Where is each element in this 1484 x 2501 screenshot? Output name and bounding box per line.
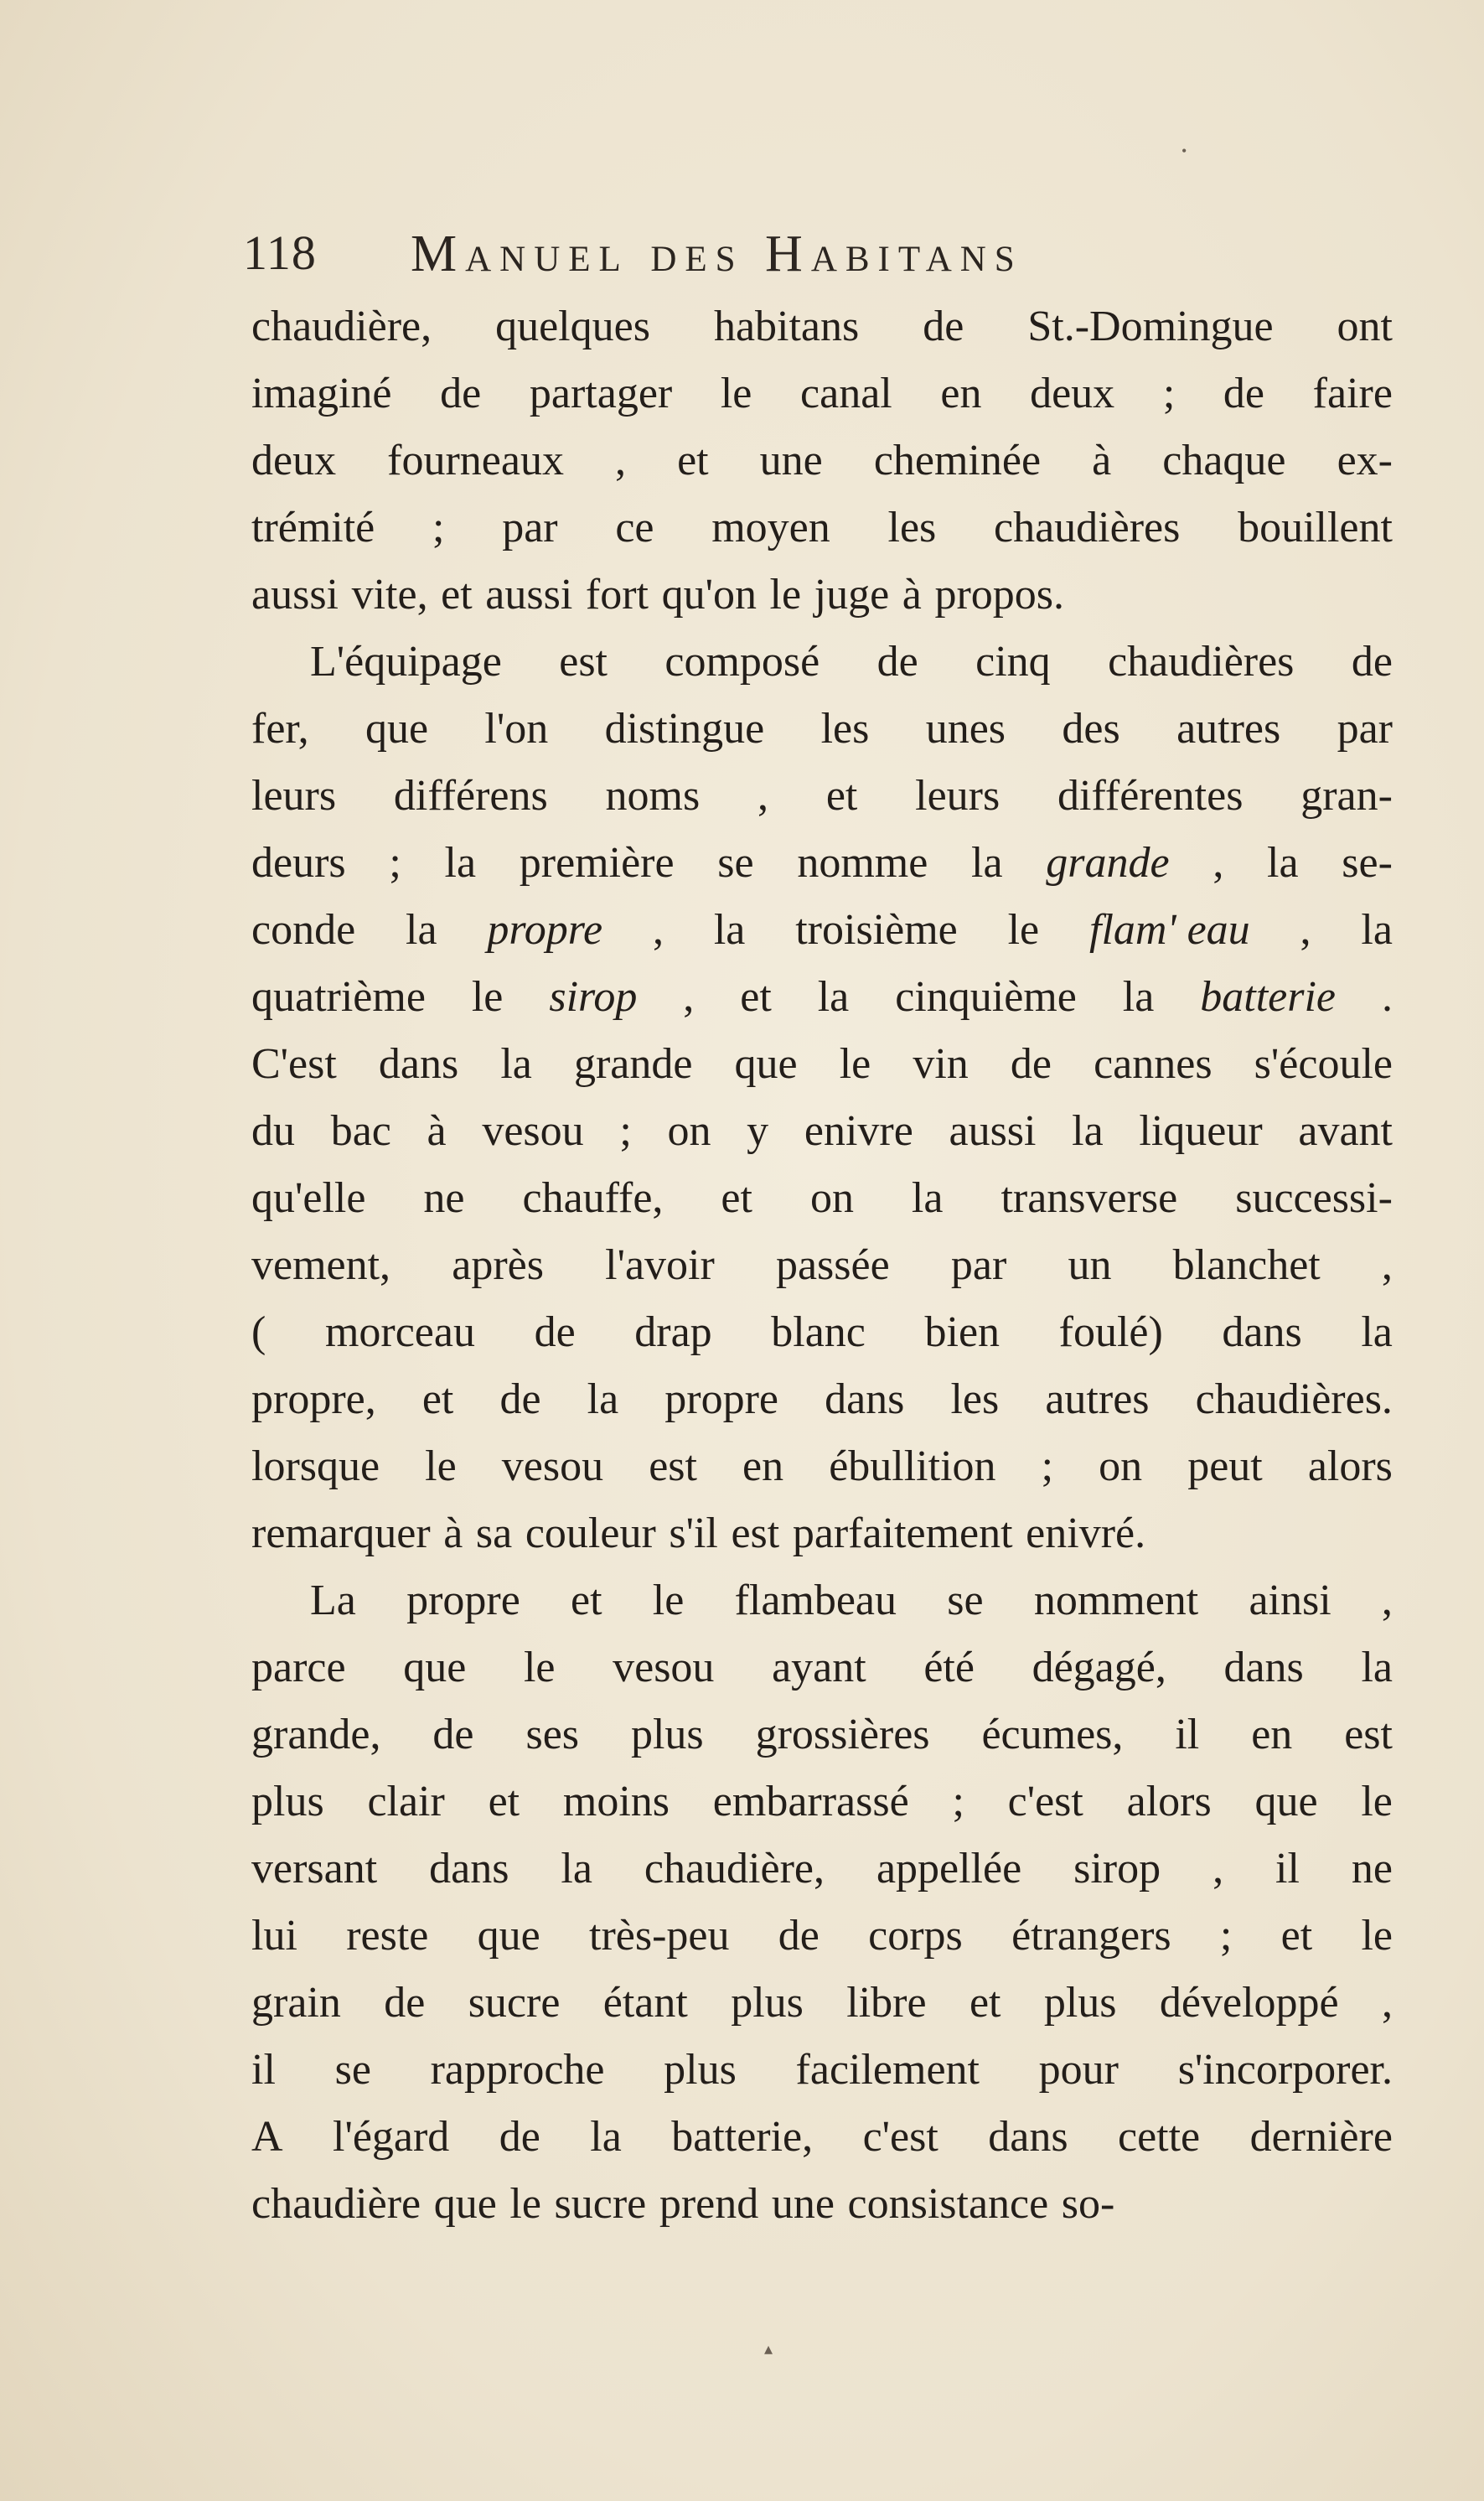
word: fort xyxy=(585,571,649,619)
word: après xyxy=(452,1241,544,1289)
word: à xyxy=(1092,437,1112,484)
word: avant xyxy=(1298,1107,1393,1155)
word: la xyxy=(500,1040,532,1088)
word: ont xyxy=(1337,303,1393,350)
word: s'il xyxy=(669,1509,718,1557)
word: quatrième xyxy=(251,973,426,1021)
word: chaudières. xyxy=(1195,1375,1393,1423)
word: très-peu xyxy=(589,1912,730,1960)
word: lorsque xyxy=(251,1442,380,1490)
word: leurs xyxy=(251,772,337,820)
word: foulé) xyxy=(1058,1308,1163,1356)
word: écumes, xyxy=(981,1711,1124,1758)
word: que xyxy=(433,2180,497,2228)
word: dans xyxy=(429,1845,509,1893)
text-line xyxy=(251,1232,1393,1299)
word: transverse xyxy=(1001,1174,1178,1222)
word: grain xyxy=(251,1979,341,2027)
word: enivré. xyxy=(1026,1509,1146,1557)
word: ; xyxy=(1041,1442,1054,1490)
word: ne xyxy=(423,1174,465,1222)
word: la xyxy=(971,839,1003,887)
word: lui xyxy=(251,1912,297,1960)
word: la xyxy=(817,973,850,1021)
word: . xyxy=(1381,973,1393,1021)
text-line xyxy=(251,1098,1393,1165)
word: chaudière, xyxy=(251,303,432,350)
text-line xyxy=(251,427,1393,495)
word: chaque xyxy=(1162,437,1286,484)
word: aussi xyxy=(949,1107,1037,1155)
word: partager xyxy=(529,370,673,417)
word: qu'on xyxy=(661,571,757,619)
word: remarquer xyxy=(251,1509,431,1557)
word: corps xyxy=(868,1912,963,1960)
word: plus xyxy=(664,2046,737,2094)
word: en xyxy=(1251,1711,1293,1758)
ink-speck: • xyxy=(1182,142,1187,159)
word: et xyxy=(969,1979,1001,2027)
word: grande, xyxy=(251,1711,381,1758)
word: étant xyxy=(602,1979,688,2027)
word: , xyxy=(1381,1241,1393,1289)
text-line xyxy=(251,1366,1393,1433)
word: enivre xyxy=(804,1107,913,1155)
word: que xyxy=(365,705,429,753)
italic-term: sirop xyxy=(549,973,638,1021)
word: de xyxy=(534,1308,576,1356)
word: le xyxy=(1361,1912,1393,1960)
word: se xyxy=(717,839,754,887)
word: de xyxy=(778,1912,820,1960)
text-line xyxy=(251,1701,1393,1768)
word: on xyxy=(1099,1442,1143,1490)
word: cannes xyxy=(1094,1040,1213,1088)
word: bien xyxy=(924,1308,1001,1356)
text-line xyxy=(251,1433,1393,1500)
word: et xyxy=(740,973,772,1021)
word: le xyxy=(839,1040,871,1088)
running-title: Manuel des Habitans xyxy=(411,225,1023,282)
word: fer, xyxy=(251,705,309,753)
word: différentes xyxy=(1057,772,1244,820)
italic-term: propre xyxy=(487,906,603,954)
word: faire xyxy=(1312,370,1393,417)
word: sucre xyxy=(468,1979,561,2027)
page-number: 118 xyxy=(243,225,317,280)
word: première xyxy=(519,839,675,887)
word: des xyxy=(1062,705,1120,753)
word: chaudière xyxy=(251,2180,421,2228)
word: cette xyxy=(1118,2113,1201,2161)
word: rapproche xyxy=(430,2046,605,2094)
word: ce xyxy=(615,504,654,551)
text-line xyxy=(251,1836,1393,1903)
word: le xyxy=(509,2180,541,2228)
word: nomment xyxy=(1033,1577,1199,1624)
word: versant xyxy=(251,1845,378,1893)
word: est xyxy=(1344,1711,1393,1758)
word: deux xyxy=(251,437,337,484)
word: que xyxy=(403,1644,467,1691)
word: so- xyxy=(1061,2180,1115,2228)
word: la xyxy=(406,906,437,954)
word: ; xyxy=(389,839,401,887)
word: dernière xyxy=(1249,2113,1393,2161)
word: ; xyxy=(1162,370,1176,417)
ink-speck: ▴ xyxy=(764,2340,773,2359)
word: ; xyxy=(619,1107,632,1155)
text-line xyxy=(251,1567,1393,1634)
word: la xyxy=(1267,839,1299,887)
word: propos. xyxy=(934,571,1065,619)
word: de xyxy=(499,2113,540,2161)
word: nomme xyxy=(797,839,928,887)
word: , xyxy=(1300,906,1311,954)
word: plus xyxy=(1043,1979,1117,2027)
word: la xyxy=(444,839,477,887)
word: se xyxy=(334,2046,371,2094)
word: cheminée xyxy=(873,437,1042,484)
body-text xyxy=(251,293,1393,2238)
word: il xyxy=(1275,1845,1300,1893)
word: peut xyxy=(1187,1442,1263,1490)
word: la xyxy=(1072,1107,1104,1155)
word: drap xyxy=(634,1308,712,1356)
word: juge xyxy=(814,571,890,619)
word: et xyxy=(721,1174,752,1222)
word: les xyxy=(887,504,937,551)
word: propre, xyxy=(251,1375,376,1423)
word: gran- xyxy=(1300,772,1393,820)
word: , xyxy=(1213,839,1224,887)
word: parce xyxy=(251,1644,346,1691)
word: unes xyxy=(925,705,1006,753)
word: dans xyxy=(1223,1644,1304,1691)
word: libre xyxy=(846,1979,927,2027)
word: composé xyxy=(664,638,820,686)
word: , xyxy=(758,772,769,820)
word: dans xyxy=(1222,1308,1302,1356)
word: blanc xyxy=(771,1308,866,1356)
word: dans xyxy=(825,1375,905,1423)
word: la xyxy=(1122,973,1155,1021)
word: dans xyxy=(378,1040,459,1088)
word: grande xyxy=(573,1040,693,1088)
word: du xyxy=(251,1107,295,1155)
word: dégagé, xyxy=(1032,1644,1166,1691)
word: St.-Domingue xyxy=(1027,303,1274,350)
word: ainsi xyxy=(1249,1577,1331,1624)
word: la xyxy=(1361,906,1393,954)
word: le xyxy=(652,1577,685,1624)
text-line xyxy=(251,1768,1393,1836)
word: distingue xyxy=(604,705,765,753)
word: l'on xyxy=(484,705,549,753)
text-line xyxy=(251,1500,1393,1567)
word: que xyxy=(1254,1778,1318,1825)
word: il xyxy=(1175,1711,1200,1758)
word: que xyxy=(477,1912,540,1960)
word: La xyxy=(310,1577,356,1624)
word: facilement xyxy=(795,2046,980,2094)
word: à xyxy=(443,1509,463,1557)
word: ex- xyxy=(1337,437,1393,484)
text-line xyxy=(251,2037,1393,2104)
word: ; xyxy=(432,504,445,551)
word: les xyxy=(950,1375,1000,1423)
word: et xyxy=(677,437,709,484)
text-line xyxy=(251,1970,1393,2037)
word: et xyxy=(421,1375,454,1423)
word: le xyxy=(471,973,504,1021)
word: liqueur xyxy=(1139,1107,1263,1155)
word: trémité xyxy=(251,504,375,551)
word: est xyxy=(649,1442,697,1490)
word: étrangers xyxy=(1011,1912,1171,1960)
word: sa xyxy=(475,1509,513,1557)
word: en xyxy=(940,370,982,417)
word: c'est xyxy=(862,2113,938,2161)
word: reste xyxy=(346,1912,429,1960)
word: et xyxy=(441,571,473,619)
word: le xyxy=(769,571,802,619)
word: s'écoule xyxy=(1254,1040,1393,1088)
word: se- xyxy=(1342,839,1393,887)
text-line xyxy=(251,1165,1393,1232)
word: appellée xyxy=(876,1845,1022,1893)
running-header xyxy=(243,225,1265,292)
word: de xyxy=(1010,1040,1052,1088)
italic-term: batterie xyxy=(1200,973,1336,1021)
word: C'est xyxy=(251,1040,337,1088)
word: les xyxy=(820,705,870,753)
word: fourneaux xyxy=(387,437,564,484)
word: autres xyxy=(1176,705,1281,753)
word: et xyxy=(488,1778,520,1825)
word: une xyxy=(771,2180,835,2228)
word: clair xyxy=(367,1778,445,1825)
word: on xyxy=(667,1107,711,1155)
text-line xyxy=(251,495,1393,562)
word: A xyxy=(251,2113,283,2161)
word: différens xyxy=(393,772,548,820)
word: que xyxy=(734,1040,798,1088)
word: aussi xyxy=(485,571,573,619)
word: consistance xyxy=(847,2180,1049,2228)
word: de xyxy=(432,1711,474,1758)
word: de xyxy=(499,1375,541,1423)
word: blanchet xyxy=(1172,1241,1321,1289)
word: vesou xyxy=(501,1442,604,1490)
text-line xyxy=(251,830,1393,897)
text-line xyxy=(251,629,1393,696)
word: , xyxy=(683,973,695,1021)
word: la xyxy=(713,906,746,954)
word: l'égard xyxy=(333,2113,450,2161)
word: de xyxy=(876,638,918,686)
word: et xyxy=(571,1577,602,1624)
italic-term: grande xyxy=(1046,839,1170,887)
text-line xyxy=(251,293,1393,360)
word: grossières xyxy=(755,1711,930,1758)
word: développé xyxy=(1159,1979,1339,2027)
word: propre xyxy=(664,1375,778,1423)
word: couleur xyxy=(525,1509,656,1557)
word: une xyxy=(759,437,823,484)
text-line xyxy=(251,2104,1393,2171)
text-line xyxy=(251,696,1393,763)
word: , xyxy=(1381,1979,1393,2027)
word: la xyxy=(1361,1644,1393,1691)
word: cinq xyxy=(975,638,1051,686)
text-line xyxy=(251,360,1393,427)
word: un xyxy=(1068,1241,1112,1289)
text-line xyxy=(251,562,1393,629)
word: aussi xyxy=(251,571,339,619)
word: quelques xyxy=(495,303,650,350)
word: par xyxy=(502,504,558,551)
word: flambeau xyxy=(734,1577,897,1624)
text-line xyxy=(251,1299,1393,1366)
word: et xyxy=(825,772,858,820)
word: chaudières xyxy=(1108,638,1295,686)
word: vesou xyxy=(482,1107,584,1155)
word: alors xyxy=(1126,1778,1212,1825)
word: la xyxy=(590,2113,622,2161)
word: vement, xyxy=(251,1241,391,1289)
word: passée xyxy=(775,1241,890,1289)
text-line xyxy=(251,1903,1393,1970)
word: le xyxy=(425,1442,457,1490)
word: ( xyxy=(251,1308,266,1356)
word: plus xyxy=(731,1979,804,2027)
word: batterie, xyxy=(671,2113,814,2161)
word: chaudière, xyxy=(644,1845,825,1893)
text-line xyxy=(251,2171,1393,2238)
word: est xyxy=(731,1509,780,1557)
word: vesou xyxy=(613,1644,715,1691)
word: morceau xyxy=(324,1308,475,1356)
word: la xyxy=(561,1845,592,1893)
word: bouillent xyxy=(1238,504,1393,551)
word: plus xyxy=(251,1778,324,1825)
word: la xyxy=(1361,1308,1393,1356)
word: canal xyxy=(800,370,892,417)
word: moins xyxy=(562,1778,670,1825)
word: dans xyxy=(988,2113,1068,2161)
text-line xyxy=(251,1031,1393,1098)
word: de xyxy=(923,303,964,350)
word: par xyxy=(950,1241,1007,1289)
word: il xyxy=(251,2046,276,2094)
word: sucre xyxy=(554,2180,647,2228)
word: sirop xyxy=(1073,1845,1161,1893)
word: le xyxy=(1361,1778,1393,1825)
text-line xyxy=(251,964,1393,1031)
word: imaginé xyxy=(251,370,392,417)
word: de xyxy=(1223,370,1265,417)
word: qu'elle xyxy=(251,1174,366,1222)
italic-term: flam' eau xyxy=(1089,906,1250,954)
word: ne xyxy=(1351,1845,1393,1893)
word: à xyxy=(902,571,922,619)
word: par xyxy=(1337,705,1393,753)
word: l'avoir xyxy=(605,1241,715,1289)
word: deux xyxy=(1030,370,1115,417)
text-line xyxy=(251,897,1393,964)
word: chauffe, xyxy=(522,1174,664,1222)
word: chaudières xyxy=(994,504,1181,551)
word: se xyxy=(947,1577,984,1624)
word: ; xyxy=(952,1778,964,1825)
word: ; xyxy=(1219,1912,1233,1960)
word: troisième xyxy=(795,906,958,954)
text-line xyxy=(251,1634,1393,1701)
word: L'équipage xyxy=(310,638,502,686)
word: deurs xyxy=(251,839,346,887)
word: plus xyxy=(630,1711,704,1758)
word: propre xyxy=(406,1577,520,1624)
word: de xyxy=(1351,638,1393,686)
word: bac xyxy=(330,1107,391,1155)
word: est xyxy=(559,638,608,686)
word: la xyxy=(911,1174,944,1222)
word: alors xyxy=(1307,1442,1393,1490)
word: , xyxy=(1213,1845,1224,1893)
word: le xyxy=(720,370,752,417)
word: le xyxy=(523,1644,556,1691)
word: y xyxy=(747,1107,769,1155)
word: pour xyxy=(1038,2046,1119,2094)
word: de xyxy=(384,1979,426,2027)
word: c'est xyxy=(1007,1778,1083,1825)
word: ébullition xyxy=(829,1442,996,1490)
text-line xyxy=(251,763,1393,830)
word: , xyxy=(1381,1577,1393,1624)
word: , xyxy=(652,906,664,954)
word: ayant xyxy=(772,1644,866,1691)
word: été xyxy=(923,1644,975,1691)
word: cinquième xyxy=(895,973,1077,1021)
word: leurs xyxy=(915,772,1001,820)
word: prend xyxy=(659,2180,759,2228)
word: vite, xyxy=(351,571,428,619)
word: parfaitement xyxy=(792,1509,1013,1557)
word: en xyxy=(742,1442,784,1490)
word: autres xyxy=(1045,1375,1150,1423)
word: noms xyxy=(605,772,701,820)
word: et xyxy=(1280,1912,1313,1960)
word: successi- xyxy=(1235,1174,1393,1222)
word: on xyxy=(809,1174,854,1222)
word: le xyxy=(1007,906,1040,954)
word: s'incorporer. xyxy=(1177,2046,1393,2094)
word: ses xyxy=(525,1711,580,1758)
word: vin xyxy=(913,1040,969,1088)
word: habitans xyxy=(713,303,860,350)
word: moyen xyxy=(711,504,830,551)
word: embarrassé xyxy=(712,1778,909,1825)
word: à xyxy=(427,1107,447,1155)
word: la xyxy=(587,1375,619,1423)
word: , xyxy=(615,437,627,484)
word: conde xyxy=(251,906,356,954)
word: de xyxy=(440,370,482,417)
